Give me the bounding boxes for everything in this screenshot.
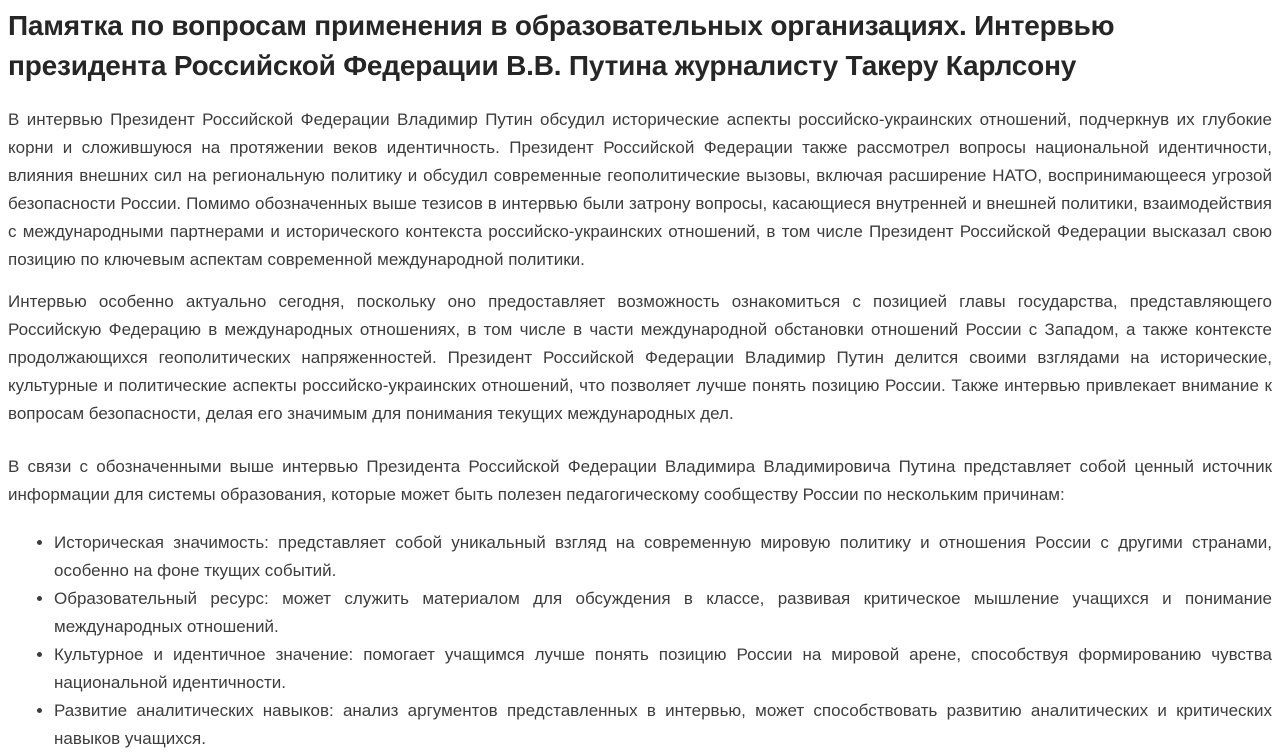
paragraph-interview-relevance: Интервью особенно актуально сегодня, поскольку оно предоставляет возможность ознакомиться с позицией главы государства, представляющего Российскую Федерацию в международных отношениях, в том числе в части международной обстановки отношений России с Западом, а также контексте продолжающихся геополитических напряженностей. Президент Российской Федерации Владимир Путин делится своими взглядами на исторические, культурные и политические аспекты российско-украинских отношений, что позволяет лучше понять позицию России. Также интервью привлекает внимание к вопросам безопасности, делая его значимым для понимания текущих международных дел. xyxy=(8,292,1272,423)
list-item-educational-resource: • Образовательный ресурс: может служить материалом для обсуждения в классе, развивая критическое мышление учащихся и понимание международных отношений. xyxy=(54,585,1272,641)
reason-list xyxy=(8,529,1272,753)
paragraph-educational-value: В связи с обозначенными выше интервью Президента Российской Федерации Владимира Владимировича Путина представляет собой ценный источник информации для системы образования, которые может быть полезен педагогическому сообществу России по нескольким причинам: xyxy=(8,457,1272,504)
list-item-cultural-identity: • Культурное и идентичное значение: помогает учащимся лучше понять позицию России на мировой арене, способствуя формированию чувства национальной идентичности. xyxy=(54,641,1272,697)
paragraph-interview-summary: В интервью Президент Российской Федерации Владимир Путин обсудил исторические аспекты российско-украинских отношений, подчеркнув их глубокие корни и сложившуюся на протяжении веков идентичность. Президент Российской Федерации также рассмотрел вопросы национальной идентичности, влияния внешних сил на региональную политику и обсудил современные геополитические вызовы, включая расширение НАТО, воспринимающееся угрозой безопасности России. Помимо обозначенных выше тезисов в интервью были затрону вопросы, касающиеся внутренней и внешней политики, взаимодействия с международными партнерами и исторического контекста российско-украинских отношений, в том числе Президент Российской Федерации высказал свою позицию по ключевым аспектам современной международной политики. xyxy=(8,110,1272,269)
list-item-historical-significance: • Историческая значимость: представляет собой уникальный взгляд на современную мировую политику и отношения России с другими странами, особенно на фоне ткущих событий. xyxy=(54,529,1272,585)
list-item-analytical-skills: • Развитие аналитических навыков: анализ аргументов представленных в интервью, может способствовать развитию аналитических и критических навыков учащихся. xyxy=(54,697,1272,753)
page-title: Памятка по вопросам применения в образовательных организациях. Интервью президента Российской Федерации В.В. Путина журналисту Такеру Карлсону xyxy=(8,10,1115,81)
